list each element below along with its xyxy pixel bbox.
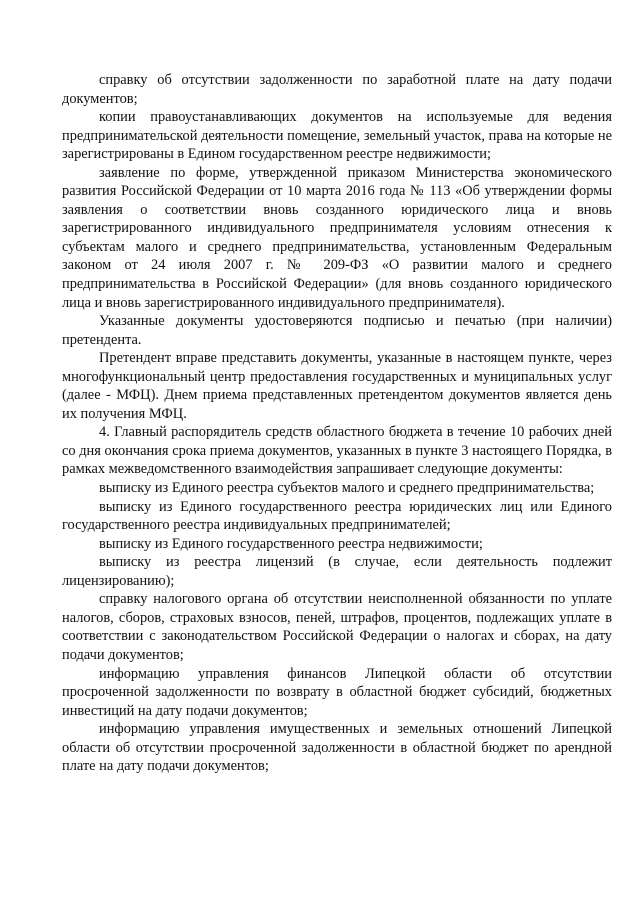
paragraph-section-4: 4. Главный распорядитель средств областного бюджета в течение 10 рабочих дней со дня окончания срока приема документов, указанных в пункте 3 настоящего Порядка, в рамках межведомственного взаимодействия запрашивает следующие документы:	[62, 424, 612, 478]
list-item-tax-certificate: справку налогового органа об отсутствии неисполненной обязанности по уплате налогов, сборов, страховых взносов, пеней, штрафов, процентов, подлежащих уплате в соответствии с законодательством Российской Федерации о налогах и сборах, на дату подачи документов;	[62, 591, 612, 663]
paragraph-certification: Указанные документы удостоверяются подписью и печатью (при наличии) претендента.	[62, 313, 612, 348]
list-item-property-department-info: информацию управления имущественных и земельных отношений Липецкой области об отсутствии просроченной задолженности в областной бюджет по арендной плате на дату подачи документов;	[62, 721, 612, 775]
list-item-sme-registry: выписку из Единого реестра субъектов малого и среднего предпринимательства;	[99, 480, 595, 497]
list-item-egrul-egrip: выписку из Единого государственного реестра юридических лиц или Единого государственного реестра индивидуальных предпринимателей;	[62, 498, 612, 534]
list-item-license-registry: выписку из реестра лицензий (в случае, если деятельность подлежит лицензированию);	[62, 554, 612, 589]
paragraph-mfc-submission: Претендент вправе представить документы, указанные в настоящем пункте, через многофункциональный центр предоставления государственных и муниципальных услуг (далее - МФЦ). Днем приема представленных претендентом документов является день их получения МФЦ.	[62, 350, 612, 422]
paragraph-salary-debt-certificate: справку об отсутствии задолженности по заработной плате на дату подачи документов;	[62, 72, 612, 107]
list-item-finance-department-info: информацию управления финансов Липецкой области об отсутствии просроченной задолженности по возврату в областной бюджет субсидий, бюджетных инвестиций на дату подачи документов;	[62, 665, 612, 719]
document-body	[62, 71, 612, 776]
paragraph-application-form: заявление по форме, утвержденной приказом Министерства экономического развития Российской Федерации от 10 марта 2016 года № 113 «Об утверждении формы заявления о соответствии вновь созданного юридического лица и вновь зарегистрированного индивидуального предпринимателя условиям отнесения к субъектам малого и среднего предпринимательства, установленным Федеральным законом от 24 июля 2007 г. № 209-ФЗ «О развитии малого и среднего предпринимательства в Российской Федерации» (для вновь созданного юридического лица и вновь зарегистрированного индивидуального предпринимателя).	[62, 164, 612, 311]
paragraph-title-documents: копии правоустанавливающих документов на используемые для ведения предпринимательской деятельности помещение, земельный участок, права на которые не зарегистрированы в Едином государственном реестре недвижимости;	[62, 109, 612, 163]
list-item-egrn: выписку из Единого государственного реестра недвижимости;	[99, 535, 483, 552]
